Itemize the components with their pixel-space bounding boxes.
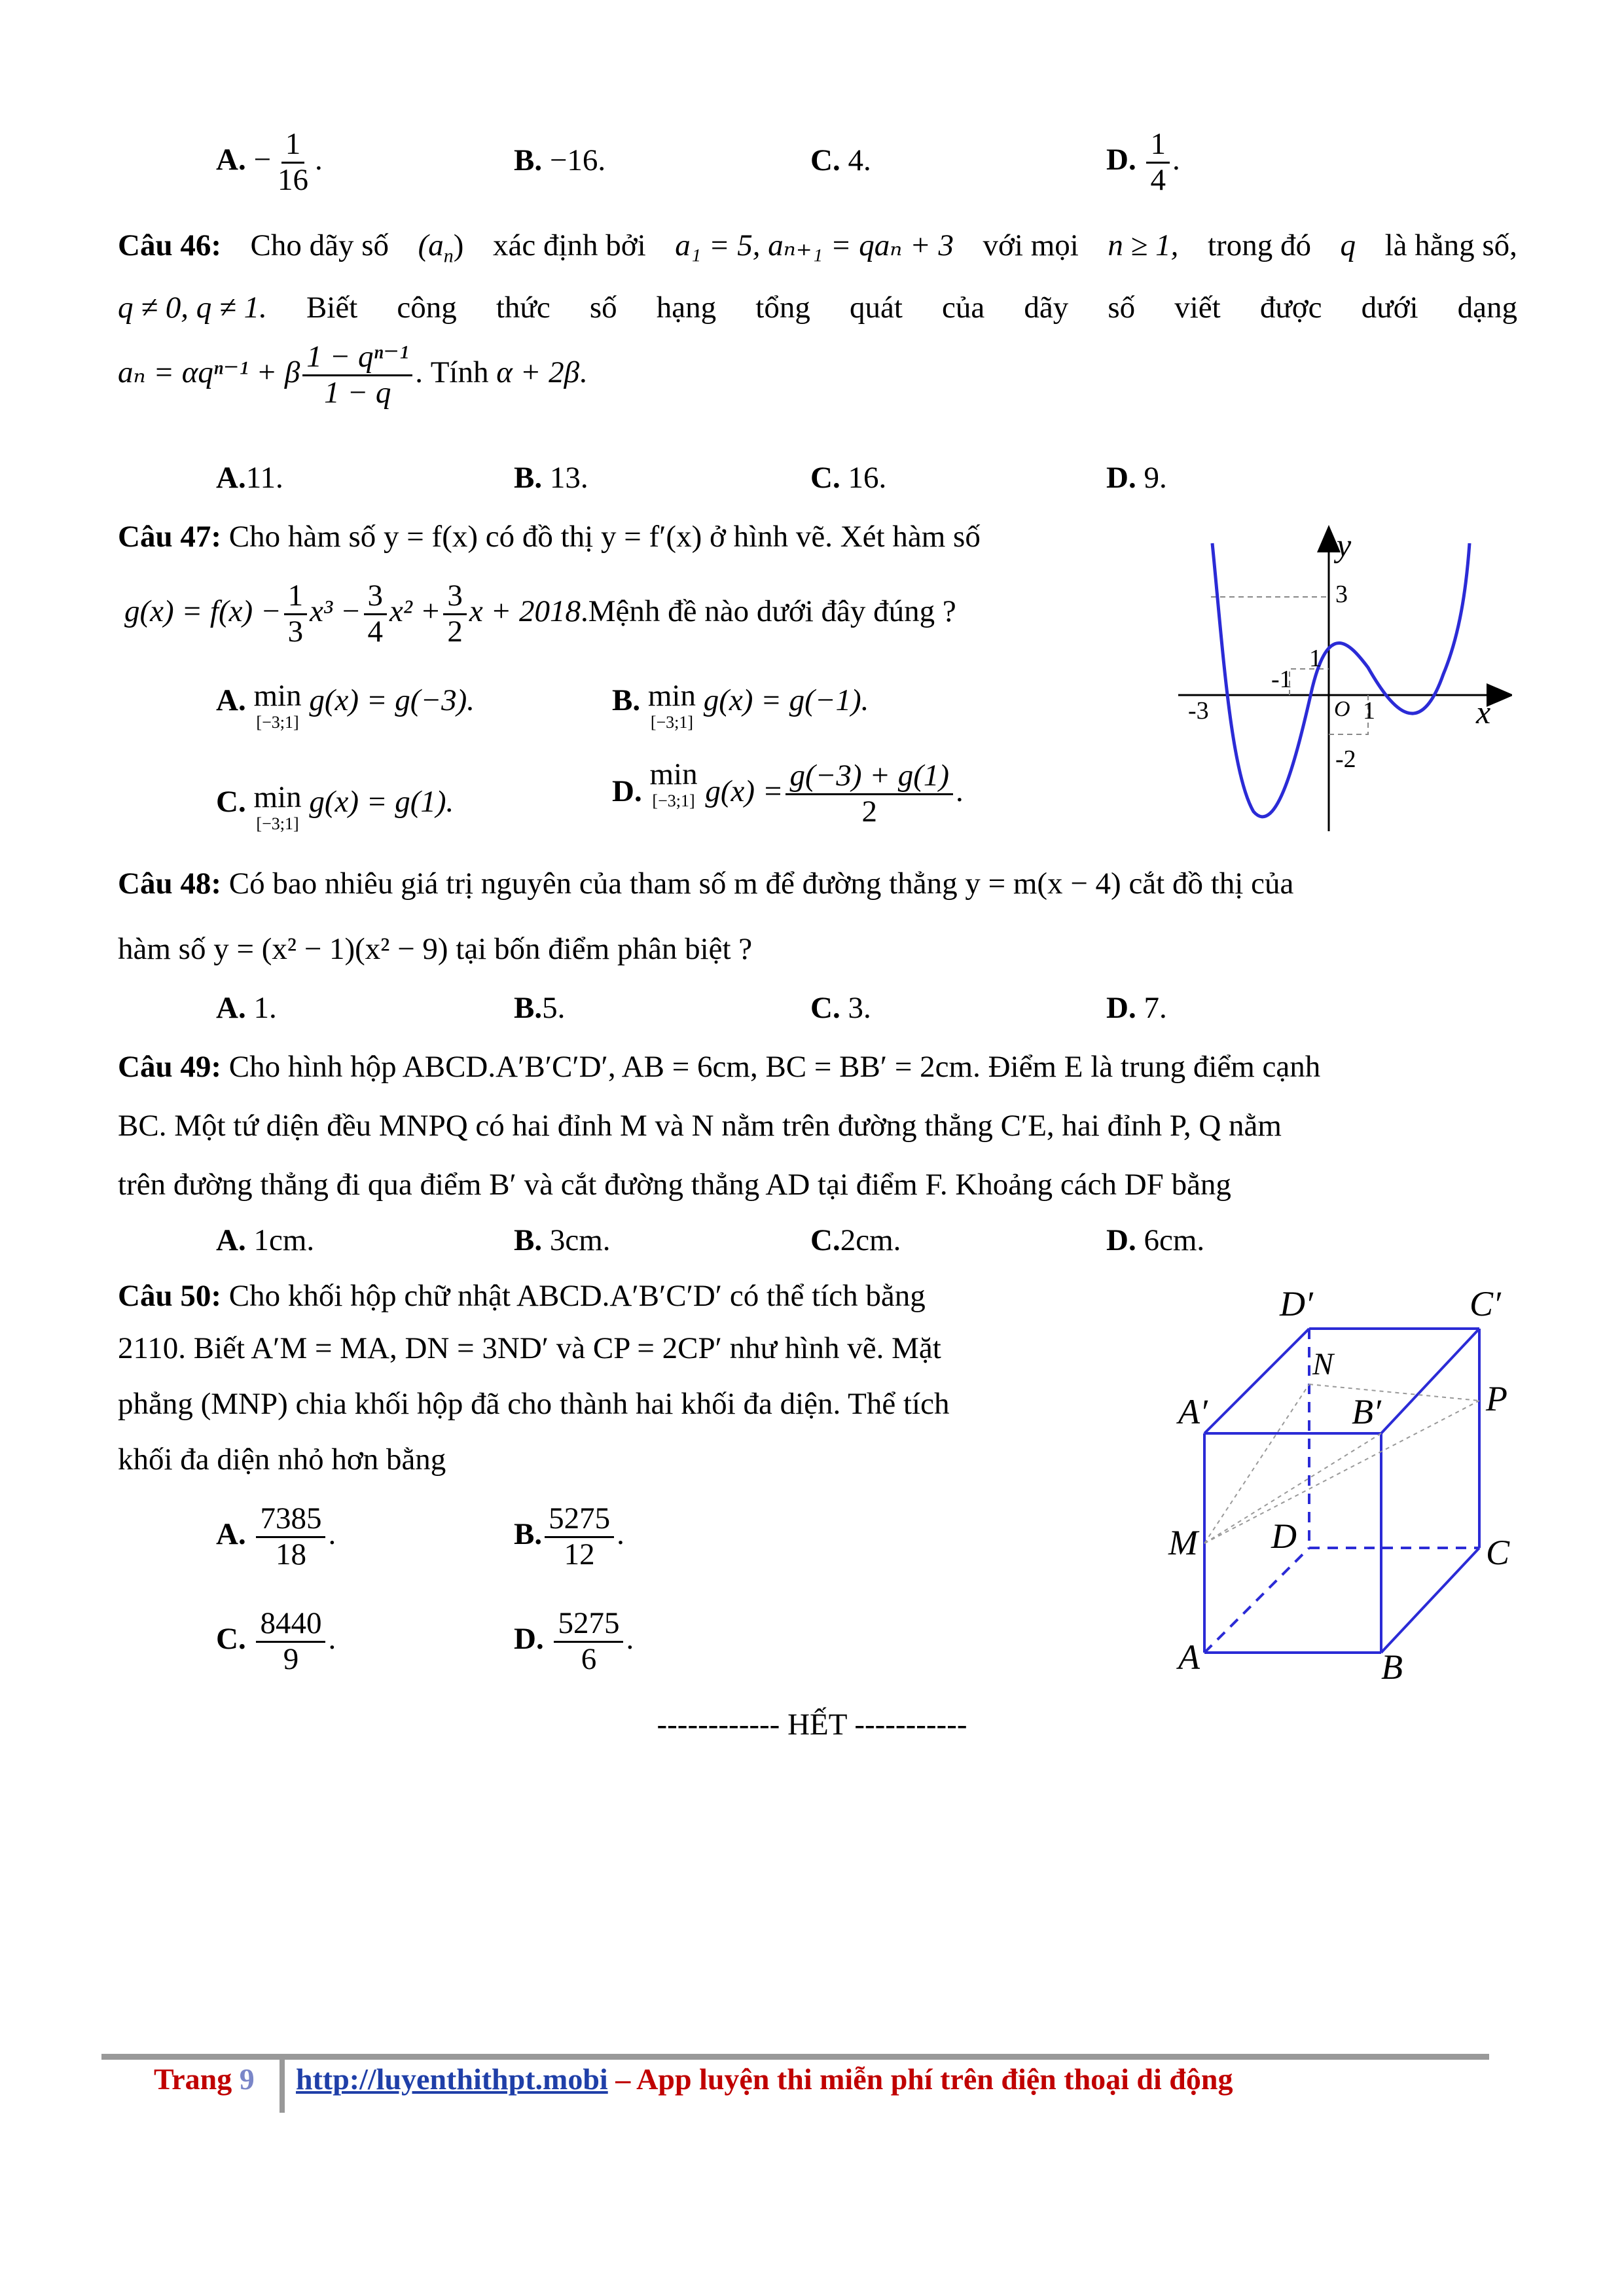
q50-option-d: D. $\frac{5275}{6}$ . — [514, 1606, 634, 1676]
label-P: P — [1486, 1379, 1507, 1418]
y-axis-label: y — [1337, 527, 1352, 564]
q48-option-b: B.5. — [514, 991, 566, 1025]
q46-option-b: B. 13. — [514, 461, 588, 495]
label-D: D — [1271, 1516, 1297, 1556]
q47-option-b: B. min [−3;1] g(x) = g(−1). — [612, 679, 869, 732]
q46-label: Câu 46: — [118, 228, 221, 262]
q47-line1: Câu 47: Cho hàm số y = f(x) có đồ thị y = f′(x) ở hình vẽ. Xét hàm số — [118, 520, 981, 554]
tick-1: 1 — [1309, 645, 1322, 672]
tick-neg3: -3 — [1188, 697, 1209, 725]
q45-option-a: A. − $\frac{1}{16}$ . — [216, 127, 323, 197]
label-M: M — [1168, 1523, 1198, 1562]
q47-line2: g(x) = f(x) − $\frac{1}{3}$ x³ − $\frac{3}{4}$ x² + $\frac{3}{2}$ x + 2018.Mệnh đề nào dưới đây đúng ? — [124, 579, 956, 649]
q49-line2: BC. Một tứ diện đều MNPQ có hai đỉnh M và N nằm trên đường thẳng C′E, hai đỉnh P, Q nằm — [118, 1109, 1282, 1143]
q46-option-a: A.11. — [216, 461, 283, 495]
box-figure — [1165, 1276, 1532, 1695]
tick-x1: 1 — [1363, 697, 1375, 725]
q48-option-c: C. 3. — [810, 991, 871, 1025]
q49-line1: Câu 49: Cho hình hộp ABCD.A′B′C′D′, AB = 6cm, BC = BB′ = 2cm. Điểm E là trung điểm cạnh — [118, 1050, 1321, 1084]
q49-option-a: A. 1cm. — [216, 1223, 315, 1257]
label-C: C — [1486, 1533, 1510, 1572]
q50-option-b: B. $\frac{5275}{12}$ . — [514, 1501, 624, 1571]
tick-neg2: -2 — [1335, 745, 1356, 773]
label-N: N — [1312, 1347, 1334, 1382]
footer-text: http://luyenthithpt.mobi – App luyện thi miễn phí trên điện thoại di động — [296, 2062, 1233, 2096]
q50-label: Câu 50: — [118, 1279, 221, 1313]
q49-line3: trên đường thẳng đi qua điểm B′ và cắt đường thẳng AD tại điểm F. Khoảng cách DF bằng — [118, 1168, 1231, 1202]
label-B: B — [1381, 1647, 1403, 1687]
q45-option-b: B. −16. — [514, 143, 606, 177]
edge-ApDp — [1204, 1329, 1309, 1433]
q50-line4: khối đa diện nhỏ hơn bằng — [118, 1443, 446, 1477]
q50-line2: 2110. Biết A′M = MA, DN = 3ND′ và CP = 2CP′ như hình vẽ. Mặt — [118, 1331, 941, 1365]
q48-line1: Câu 48: Có bao nhiêu giá trị nguyên của tham số m để đường thẳng y = m(x − 4) cắt đồ thị của — [118, 867, 1294, 901]
derivative-graph — [1172, 524, 1512, 838]
q46-line3: aₙ = αqⁿ⁻¹ + β $\frac{\text{1 − qⁿ⁻¹}}{1 - q}$ . Tính α + 2β. — [118, 340, 587, 410]
section-MP — [1204, 1401, 1479, 1543]
q47-label: Câu 47: — [118, 520, 221, 554]
end-marker: ------------ HẾT ----------- — [657, 1708, 967, 1742]
footer-link[interactable]: http://luyenthithpt.mobi — [296, 2062, 608, 2096]
q46-line1: Câu 46: Cho dãy số $(a_n)$ xác định bởi a₁ = 5, aₙ₊₁ = qaₙ + 3 với mọi n ≥ 1, trong đó q là hằng số, — [118, 228, 1517, 267]
q46-option-c: C. 16. — [810, 461, 887, 495]
section-NP — [1309, 1384, 1479, 1401]
q47-option-d: D. min [−3;1] g(x) = $\frac{g(-3) + g(1)}{2}$ . — [612, 757, 964, 829]
q47-option-c: C. min [−3;1] g(x) = g(1). — [216, 780, 454, 833]
label-Cp: C′ — [1470, 1284, 1501, 1323]
label-Ap: A′ — [1178, 1392, 1208, 1431]
q48-line2: hàm số y = (x² − 1)(x² − 9) tại bốn điểm phân biệt ? — [118, 932, 753, 966]
q50-option-a: A. $\frac{7385}{18}$ . — [216, 1501, 336, 1571]
footer-rule — [101, 2054, 1489, 2060]
tick-3: 3 — [1335, 581, 1348, 608]
edge-BC — [1381, 1548, 1479, 1653]
dashed-guide-x-1 — [1290, 669, 1329, 695]
x-axis-label: x — [1476, 694, 1491, 730]
q47-option-a: A. min [−3;1] g(x) = g(−3). — [216, 679, 475, 732]
q49-option-c: C.2cm. — [810, 1223, 901, 1257]
q49-label: Câu 49: — [118, 1050, 221, 1084]
q49-option-b: B. 3cm. — [514, 1223, 611, 1257]
q48-label: Câu 48: — [118, 867, 221, 901]
label-Bp: B′ — [1352, 1392, 1381, 1431]
q45-option-d: D. $\frac{1}{4}$ . — [1106, 127, 1180, 197]
q50-option-c: C. $\frac{8440}{9}$ . — [216, 1606, 336, 1676]
origin-label: O — [1334, 697, 1350, 721]
q46-line2: q ≠ 0, q ≠ 1. Biết công thức số hạng tổng quát của dãy số viết được dưới dạng — [118, 291, 1517, 325]
edge-BpCp — [1381, 1329, 1479, 1433]
edge-AD — [1204, 1548, 1309, 1653]
label-Dp: D′ — [1280, 1284, 1313, 1323]
footer-page: Trang 9 — [154, 2062, 255, 2096]
q45-option-c: C. 4. — [810, 143, 871, 177]
q50-line3: phẳng (MNP) chia khối hộp đã cho thành hai khối đa diện. Thể tích — [118, 1387, 950, 1421]
q48-option-a: A. 1. — [216, 991, 277, 1025]
q49-option-d: D. 6cm. — [1106, 1223, 1205, 1257]
label-A: A — [1178, 1638, 1200, 1677]
footer-divider — [280, 2054, 285, 2113]
q48-option-d: D. 7. — [1106, 991, 1167, 1025]
tick-neg1: -1 — [1271, 666, 1292, 693]
q46-option-d: D. 9. — [1106, 461, 1167, 495]
q50-line1: Câu 50: Cho khối hộp chữ nhật ABCD.A′B′C′D′ có thể tích bằng — [118, 1279, 926, 1313]
